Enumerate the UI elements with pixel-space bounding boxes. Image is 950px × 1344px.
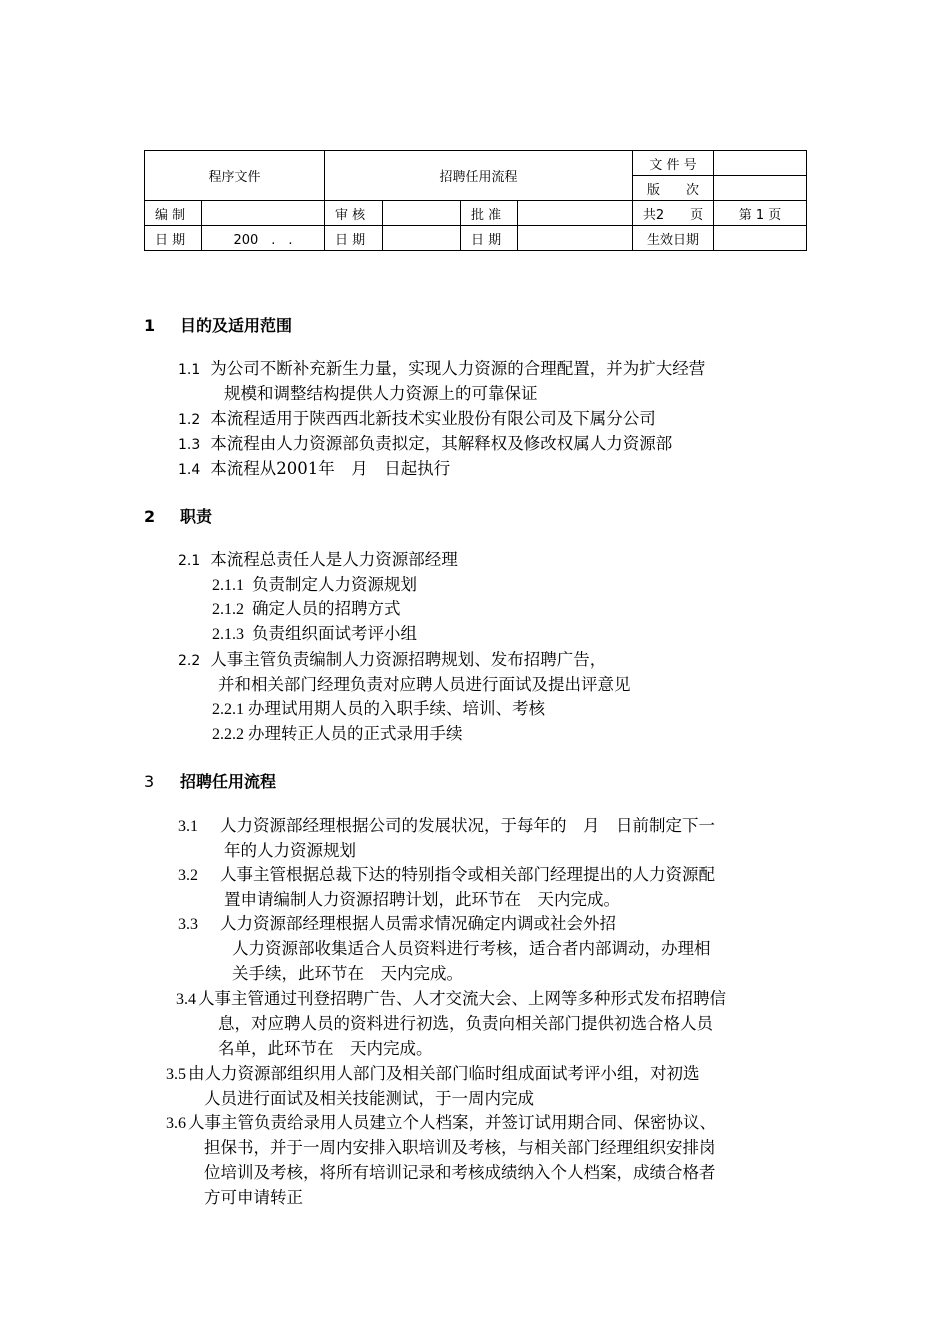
approve-label: 批 准 <box>461 201 518 226</box>
section-title: 职责 <box>180 507 213 526</box>
list-item-continuation: 位培训及考核，将所有培训记录和考核成绩纳入个人档案，成绩合格者 <box>204 1163 716 1182</box>
prepared-label: 编 制 <box>145 201 202 226</box>
list-item: 2.2.1 办理试用期人员的入职手续、培训、考核 <box>212 699 545 718</box>
section-heading <box>144 504 212 527</box>
version-value <box>714 176 807 201</box>
list-item-continuation: 人力资源部收集适合人员资料进行考核，适合者内部调动，办理相 <box>232 939 711 958</box>
doc-type-cell: 程序文件 <box>145 151 325 201</box>
section-heading <box>144 313 292 336</box>
section-heading <box>144 769 276 792</box>
section-number: 3 <box>144 772 155 791</box>
list-item-continuation: 人员进行面试及相关技能测试，于一周内完成 <box>204 1089 534 1108</box>
list-item-continuation: 名单，此环节在 天内完成。 <box>218 1039 433 1058</box>
list-item: 2.2.2 办理转正人员的正式录用手续 <box>212 724 463 743</box>
list-item: 3.6 人事主管负责给录用人员建立个人档案，并签订试用期合同、保密协议、 <box>166 1113 716 1132</box>
list-item: 2.1.1 负责制定人力资源规划 <box>212 575 417 594</box>
review-date-label: 日 期 <box>325 226 383 251</box>
list-item-continuation: 担保书，并于一周内安排入职培训及考核，与相关部门经理组织安排岗 <box>204 1138 716 1157</box>
list-item: 2.1.3 负责组织面试考评小组 <box>212 624 417 643</box>
list-item: 3.5 由人力资源部组织用人部门及相关部门临时组成面试考评小组，对初选 <box>166 1064 700 1083</box>
section-number: 1 <box>144 316 156 335</box>
list-item-continuation: 规模和调整结构提供人力资源上的可靠保证 <box>224 384 538 403</box>
approve-date-value <box>518 226 633 251</box>
version-label: 版 次 <box>633 176 714 201</box>
review-date-value <box>383 226 461 251</box>
list-item-continuation: 息，对应聘人员的资料进行初选，负责向相关部门提供初选合格人员 <box>218 1014 713 1033</box>
list-item: 1.1 为公司不断补充新生力量，实现人力资源的合理配置，并为扩大经营 <box>178 359 706 378</box>
prepared-value <box>202 201 325 226</box>
list-item: 2.1 本流程总责任人是人力资源部经理 <box>178 550 458 569</box>
document-header-table <box>144 150 807 251</box>
effective-date-value <box>714 226 807 251</box>
list-item-continuation: 年的人力资源规划 <box>224 841 356 860</box>
list-item: 1.2 本流程适用于陕西西北新技术实业股份有限公司及下属分公司 <box>178 409 656 428</box>
total-pages: 共2 页 <box>633 201 714 226</box>
date-label: 日 期 <box>145 226 202 251</box>
list-item: 3.3 人力资源部经理根据人员需求情况确定内调或社会外招 <box>178 914 616 933</box>
doc-no-value <box>714 151 807 176</box>
review-label: 审 核 <box>325 201 383 226</box>
page-number: 第 1 页 <box>714 201 807 226</box>
list-item: 3.2 人事主管根据总裁下达的特别指令或相关部门经理提出的人力资源配 <box>178 865 715 884</box>
list-item-continuation: 置申请编制人力资源招聘计划，此环节在 天内完成。 <box>224 890 620 909</box>
list-item: 1.3 本流程由人力资源部负责拟定，其解释权及修改权属人力资源部 <box>178 434 673 453</box>
section-title: 目的及适用范围 <box>180 316 293 335</box>
date-value: 200 . . <box>202 226 325 251</box>
approve-value <box>518 201 633 226</box>
list-item: 2.2 人事主管负责编制人力资源招聘规划、发布招聘广告， <box>178 650 607 669</box>
list-item: 3.4 人事主管通过刊登招聘广告、人才交流大会、上网等多种形式发布招聘信 <box>176 989 726 1008</box>
list-item-continuation: 并和相关部门经理负责对应聘人员进行面试及提出评意见 <box>218 675 631 694</box>
list-item-continuation: 关手续，此环节在 天内完成。 <box>232 964 463 983</box>
section-title: 招聘任用流程 <box>180 772 277 791</box>
review-value <box>383 201 461 226</box>
doc-title-cell: 招聘任用流程 <box>325 151 633 201</box>
section-number: 2 <box>144 507 156 526</box>
approve-date-label: 日 期 <box>461 226 518 251</box>
list-item: 3.1 人力资源部经理根据公司的发展状况，于每年的 月 日前制定下一 <box>178 816 715 835</box>
list-item-continuation: 方可申请转正 <box>204 1188 303 1207</box>
list-item: 1.4 本流程从2001年 月 日起执行 <box>178 459 451 478</box>
effective-date-label: 生效日期 <box>633 226 714 251</box>
doc-no-label: 文 件 号 <box>633 151 714 176</box>
list-item: 2.1.2 确定人员的招聘方式 <box>212 599 401 618</box>
